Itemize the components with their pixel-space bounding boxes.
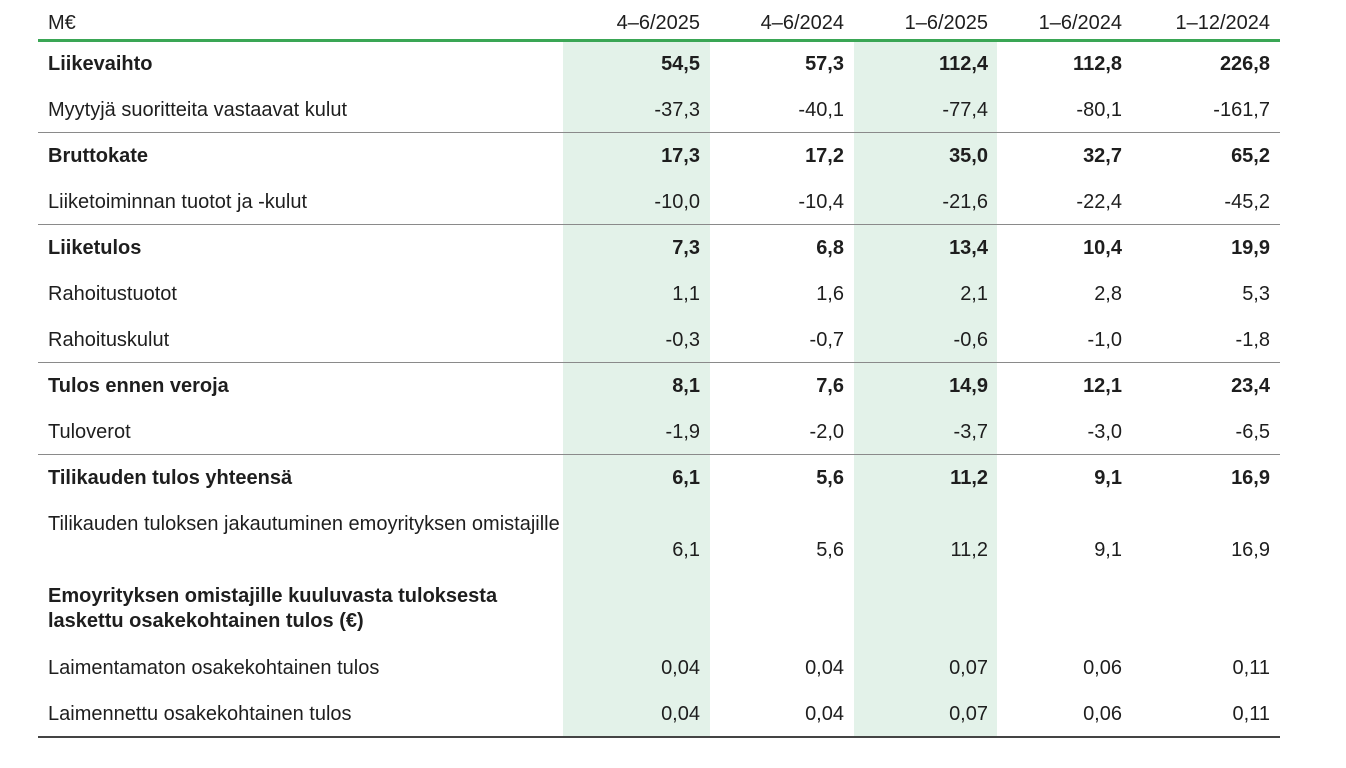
row-label: Emoyrityksen omistajille kuuluvasta tuloksesta laskettu osakekohtainen tulos (€) <box>48 585 498 632</box>
row-value: 0,06 <box>1083 703 1122 725</box>
row-divider <box>38 132 1280 133</box>
row-value: 5,3 <box>1242 283 1270 305</box>
col-header: 1–6/2024 <box>1038 12 1122 34</box>
header-divider <box>38 39 1280 42</box>
row-label: Bruttokate <box>48 145 149 167</box>
row-label: Tuloverot <box>48 421 131 443</box>
row-value: 16,9 <box>1231 467 1270 489</box>
row-label: Tilikauden tulos yhteensä <box>48 467 293 489</box>
row-value: 54,5 <box>661 53 700 75</box>
row-label: Liiketoiminnan tuotot ja -kulut <box>48 191 308 213</box>
row-value: 14,9 <box>949 375 988 397</box>
row-value: 16,9 <box>1231 539 1270 561</box>
row-value: -10,4 <box>798 191 844 213</box>
row-value: -6,5 <box>1235 421 1270 443</box>
row-divider <box>38 224 1280 225</box>
row-value: -1,9 <box>665 421 700 443</box>
row-value: 19,9 <box>1231 237 1270 259</box>
row-value: 11,2 <box>950 467 988 489</box>
row-value: 7,3 <box>672 237 700 259</box>
row-value: 0,04 <box>805 657 844 679</box>
row-value: -80,1 <box>1076 99 1122 121</box>
row-value: 0,06 <box>1083 657 1122 679</box>
row-value: 6,8 <box>816 237 844 259</box>
row-value: 32,7 <box>1083 145 1122 167</box>
row-label: Liikevaihto <box>48 53 153 75</box>
row-value: -37,3 <box>654 99 700 121</box>
row-label: Laimentamaton osakekohtainen tulos <box>48 657 380 679</box>
row-value: -21,6 <box>942 191 988 213</box>
unit-label: M€ <box>48 12 76 34</box>
row-value: 7,6 <box>816 375 844 397</box>
row-value: -0,7 <box>809 329 844 351</box>
row-value: 5,6 <box>816 467 844 489</box>
row-value: -1,0 <box>1087 329 1122 351</box>
row-divider <box>38 454 1280 455</box>
row-value: 112,8 <box>1073 53 1122 75</box>
row-value: 8,1 <box>672 375 700 397</box>
row-value: 17,3 <box>661 145 700 167</box>
row-value: 112,4 <box>939 53 988 75</box>
row-label: Liiketulos <box>48 237 142 259</box>
row-value: -40,1 <box>798 99 844 121</box>
row-value: 0,07 <box>949 657 988 679</box>
row-value: 226,8 <box>1219 53 1270 75</box>
row-value: 12,1 <box>1083 375 1122 397</box>
col-header: 1–12/2024 <box>1175 12 1270 34</box>
row-value: 0,07 <box>949 703 988 725</box>
col-header: 4–6/2025 <box>616 12 700 34</box>
row-value: -2,0 <box>809 421 844 443</box>
row-value: 0,04 <box>661 657 700 679</box>
row-value: 6,1 <box>672 539 700 561</box>
row-value: 65,2 <box>1231 145 1270 167</box>
row-value: 0,04 <box>661 703 700 725</box>
row-value: -1,8 <box>1235 329 1270 351</box>
row-value: 2,1 <box>960 283 988 305</box>
row-label: Laimennettu osakekohtainen tulos <box>48 703 352 725</box>
row-value: -0,6 <box>953 329 988 351</box>
row-value: 35,0 <box>949 145 988 167</box>
row-value: -3,0 <box>1087 421 1122 443</box>
row-divider <box>38 362 1280 363</box>
row-value: -0,3 <box>665 329 700 351</box>
row-value: 9,1 <box>1094 539 1122 561</box>
row-label: Rahoitustuotot <box>48 283 177 305</box>
row-value: 0,11 <box>1232 703 1270 725</box>
row-value: 23,4 <box>1231 375 1270 397</box>
row-value: 1,1 <box>672 283 700 305</box>
row-label: Tilikauden tuloksen jakautuminen emoyrityksen omistajille <box>48 513 560 535</box>
col-header: 4–6/2024 <box>760 12 844 34</box>
row-value: 0,11 <box>1232 657 1270 679</box>
row-value: -3,7 <box>953 421 988 443</box>
row-label: Tulos ennen veroja <box>48 375 229 397</box>
row-value: 13,4 <box>949 237 988 259</box>
table-bottom-rule <box>38 736 1280 738</box>
col-header: 1–6/2025 <box>904 12 988 34</box>
row-value: 57,3 <box>805 53 844 75</box>
row-label: Myytyjä suoritteita vastaavat kulut <box>48 99 348 121</box>
row-value: 9,1 <box>1094 467 1122 489</box>
row-value: -77,4 <box>942 99 988 121</box>
row-value: 1,6 <box>816 283 844 305</box>
row-value: -10,0 <box>654 191 700 213</box>
row-value: 0,04 <box>805 703 844 725</box>
row-value: -22,4 <box>1076 191 1122 213</box>
row-value: -45,2 <box>1224 191 1270 213</box>
row-value: 5,6 <box>816 539 844 561</box>
row-value: -161,7 <box>1213 99 1270 121</box>
row-label: Rahoituskulut <box>48 329 170 351</box>
row-value: 11,2 <box>950 539 988 561</box>
row-value: 2,8 <box>1094 283 1122 305</box>
row-value: 6,1 <box>672 467 700 489</box>
row-value: 17,2 <box>805 145 844 167</box>
row-value: 10,4 <box>1083 237 1122 259</box>
